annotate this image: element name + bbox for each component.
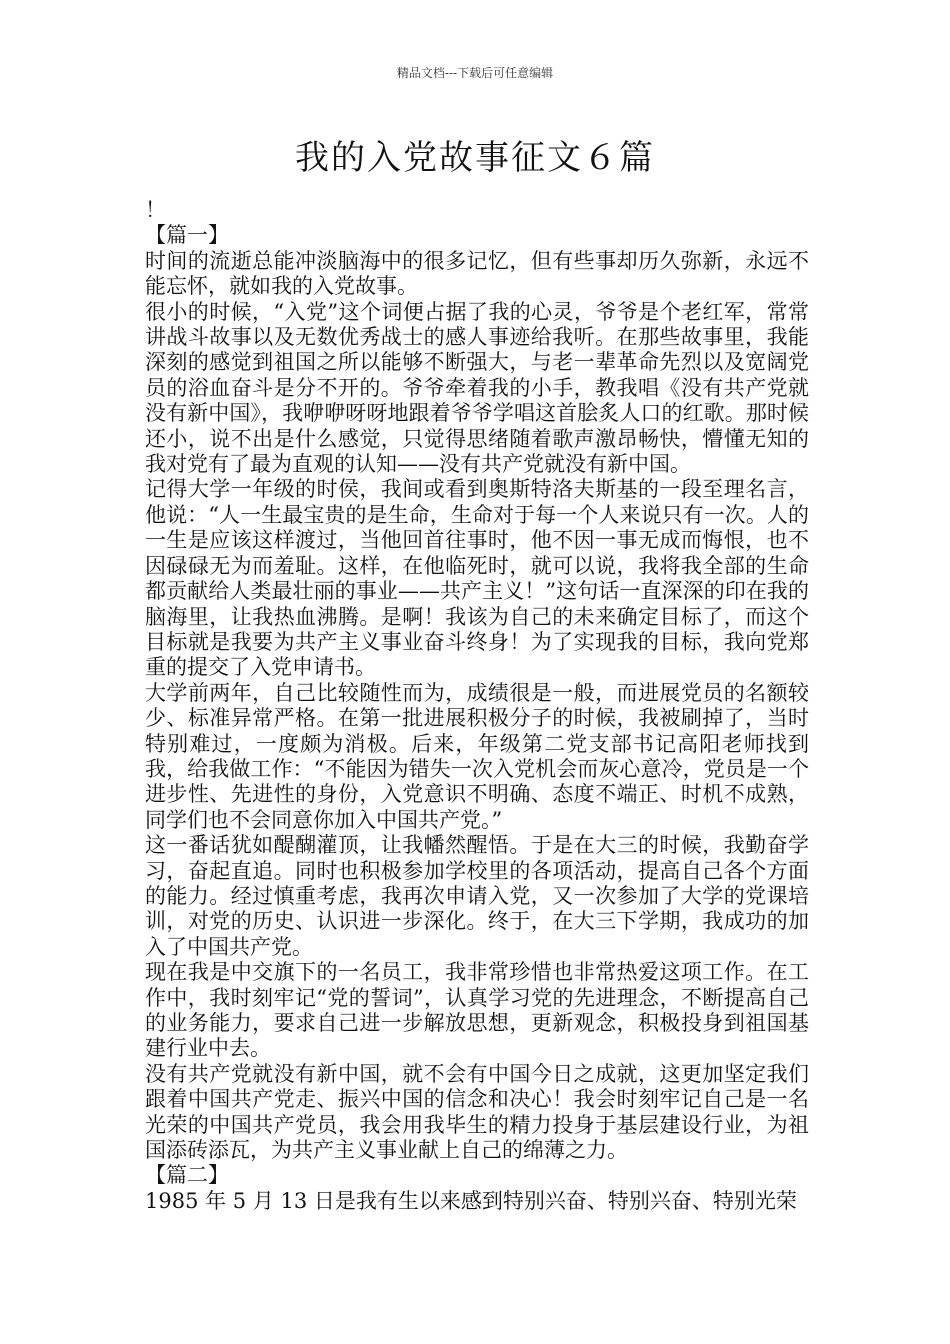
paragraph-8: 1985 年 5 月 13 日是我有生以来感到特别兴奋、特别兴奋、特别光荣	[145, 1188, 797, 1213]
paragraph-3: 记得大学一年级的时侯，我间或看到奥斯特洛夫斯基的一段至理名言，他说：“人一生最宝贵的是生命，生命对于每一个人来说只有一次。人的一生是应该这样渡过，当他回首往事时，他不因一事无成而悔恨，也不因碌碌无为而羞耻。这样，在他临死时，就可以说，我将我全部的生命都贡献给人类最壮丽的事业——共产主义！”这句话一直深深的印在我的脑海里，让我热血沸腾。是啊！我该为自己的未来确定目标了，而这个目标就是我要为共产主义事业奋斗终身！为了实现我的目标，我向党郑重的提交了入党申请书。	[145, 477, 809, 680]
paragraph-4: 大学前两年，自己比较随性而为，成绩很是一般，而进展党员的名额较少、标准异常严格。在第一批进展积极分子的时候，我被刷掉了，当时特别难过，一度颇为消极。后来，年级第二党支部书记高阳老师找到我，给我做工作：“不能因为错失一次入党机会而灰心意冷，党员是一个进步性、先进性的身份，入党意识不明确、态度不端正、时机不成熟，同学们也不会同意你加入中国共产党。”	[145, 680, 809, 832]
paragraph-1: 时间的流逝总能冲淡脑海中的很多记忆，但有些事却历久弥新，永远不能忘怀，就如我的入党故事。	[145, 248, 809, 299]
section-label-two: 【篇二】	[145, 1163, 229, 1188]
paragraph-7: 没有共产党就没有新中国，就不会有中国今日之成就，这更加坚定我们跟着中国共产党走、振兴中国的信念和决心！我会时刻牢记自己是一名光荣的中国共产党员，我会用我毕生的精力投身于基层建设行业，为祖国添砖添瓦，为共产主义事业献上自己的绵薄之力。	[145, 1061, 809, 1163]
page-title: 我的入党故事征文６篇	[295, 138, 655, 178]
header-note: 精品文档---下载后可任意编辑	[396, 66, 554, 80]
section-label-one: 【篇一】	[145, 223, 229, 248]
exclamation-line: ！	[145, 198, 166, 222]
document-body	[145, 198, 809, 1214]
paragraph-2: 很小的时候，“入党”这个词便占据了我的心灵，爷爷是个老红军，常常讲战斗故事以及无数优秀战士的感人事迹给我听。在那些故事里，我能深刻的感觉到祖国之所以能够不断强大，与老一辈革命先烈以及宽阔党员的浴血奋斗是分不开的。爷爷牵着我的小手，教我唱《没有共产党就没有新中国》，我咿咿呀呀地跟着爷爷学唱这首脍炙人口的红歌。那时候还小，说不出是什么感觉，只觉得思绪随着歌声激昂畅快，懵懂无知的我对党有了最为直观的认知——没有共产党就没有新中国。	[145, 299, 809, 477]
paragraph-6: 现在我是中交旗下的一名员工，我非常珍惜也非常热爱这项工作。在工作中，我时刻牢记“党的誓词”，认真学习党的先进理念，不断提高自己的业务能力，要求自己进一步解放思想，更新观念，积极投身到祖国基建行业中去。	[145, 960, 809, 1061]
paragraph-5: 这一番话犹如醍醐灌顶，让我幡然醒悟。于是在大三的时候，我勤奋学习，奋起直追。同时也积极参加学校里的各项活动，提高自己各个方面的能力。经过慎重考虑，我再次申请入党，又一次参加了大学的党课培训，对党的历史、认识进一步深化。终于，在大三下学期，我成功的加入了中国共产党。	[145, 833, 809, 959]
